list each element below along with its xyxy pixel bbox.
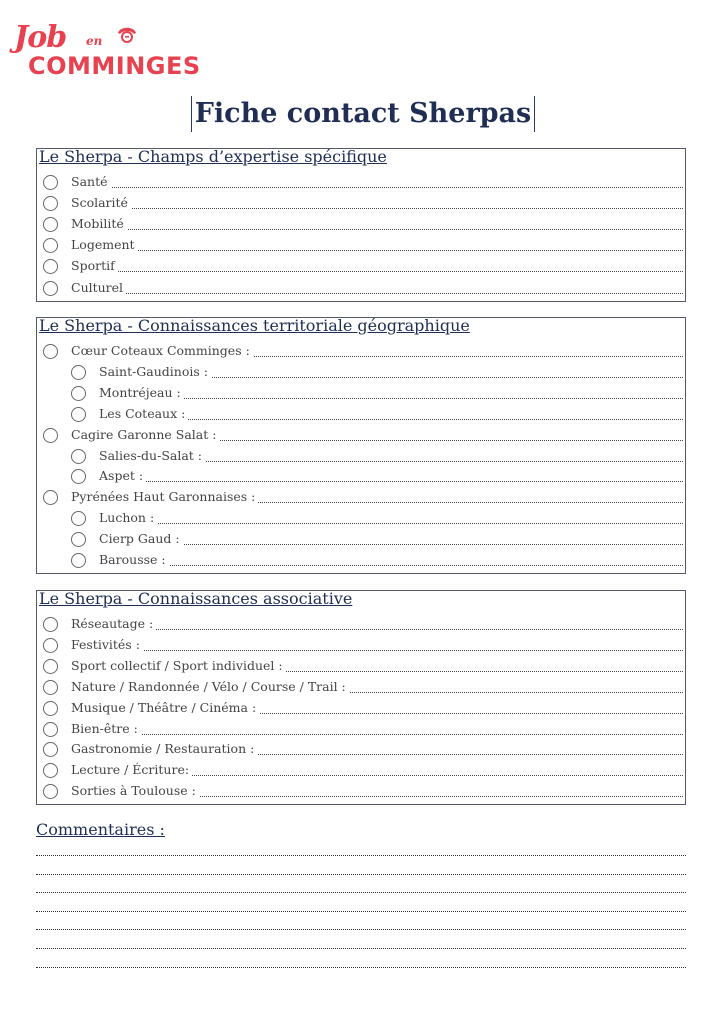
checklist-label: Santé xyxy=(71,174,111,189)
checklist-row xyxy=(37,404,685,425)
answer-dotted-line[interactable] xyxy=(101,522,683,524)
checklist-label: Scolarité xyxy=(71,195,131,210)
comment-line[interactable] xyxy=(36,910,686,912)
page-title: Fiche contact Sherpas xyxy=(194,98,532,129)
checklist-label: Sorties à Toulouse : xyxy=(71,783,199,798)
checklist-row xyxy=(37,656,685,677)
radio-button[interactable] xyxy=(71,365,86,380)
logo-script-text: Job xyxy=(14,20,67,55)
answer-dotted-line[interactable] xyxy=(101,397,683,399)
radio-button[interactable] xyxy=(43,175,58,190)
checklist-label: Logement xyxy=(71,237,138,252)
logo-main-text: COMMINGES xyxy=(28,52,201,80)
section-expertise xyxy=(36,148,686,302)
checklist-label: Luchon : xyxy=(99,510,157,525)
radio-button[interactable] xyxy=(43,742,58,757)
section-heading: Le Sherpa - Champs d’expertise spécifique xyxy=(39,147,387,166)
checklist-row xyxy=(37,446,685,467)
radio-button[interactable] xyxy=(43,659,58,674)
comments-heading: Commentaires : xyxy=(36,820,165,839)
checklist-label: Bien-être : xyxy=(71,721,141,736)
checklist-row xyxy=(37,781,685,802)
checklist-row xyxy=(37,341,685,362)
checklist-row xyxy=(37,719,685,740)
page-title-frame xyxy=(191,96,535,132)
checklist-row xyxy=(37,698,685,719)
checklist-row xyxy=(37,383,685,404)
checklist-row xyxy=(37,278,685,299)
answer-dotted-line[interactable] xyxy=(101,480,683,482)
checklist-row xyxy=(37,550,685,571)
checklist-label: Saint-Gaudinois : xyxy=(99,364,211,379)
section-heading: Le Sherpa - Connaissances territoriale géographique xyxy=(39,316,470,335)
comment-line[interactable] xyxy=(36,873,686,875)
checklist-row xyxy=(37,172,685,193)
checklist-row xyxy=(37,635,685,656)
checklist-label: Mobilité xyxy=(71,216,127,231)
checklist-label: Montréjeau : xyxy=(99,385,184,400)
radio-button[interactable] xyxy=(71,449,86,464)
radio-button[interactable] xyxy=(43,238,58,253)
checklist-row xyxy=(37,193,685,214)
checklist-row xyxy=(37,739,685,760)
brand-logo xyxy=(12,20,201,82)
radio-button[interactable] xyxy=(43,784,58,799)
radio-button[interactable] xyxy=(71,469,86,484)
answer-dotted-line[interactable] xyxy=(73,228,683,230)
checklist-row xyxy=(37,529,685,550)
comment-line[interactable] xyxy=(36,854,686,856)
radio-button[interactable] xyxy=(43,217,58,232)
radio-button[interactable] xyxy=(43,763,58,778)
checklist-label: Sport collectif / Sport individuel : xyxy=(71,658,286,673)
answer-dotted-line[interactable] xyxy=(73,207,683,209)
radio-button[interactable] xyxy=(71,553,86,568)
radio-button[interactable] xyxy=(43,701,58,716)
checklist-label: Cœur Coteaux Comminges : xyxy=(71,343,253,358)
checklist-label: Festivités : xyxy=(71,637,143,652)
radio-button[interactable] xyxy=(43,281,58,296)
answer-dotted-line[interactable] xyxy=(73,292,683,294)
checklist-row xyxy=(37,425,685,446)
section-heading: Le Sherpa - Connaissances associative xyxy=(39,589,353,608)
answer-dotted-line[interactable] xyxy=(101,564,683,566)
section-territory xyxy=(36,317,686,574)
checklist-label: Aspet : xyxy=(99,468,146,483)
radio-button[interactable] xyxy=(43,259,58,274)
checklist-row xyxy=(37,760,685,781)
checklist-label: Gastronomie / Restauration : xyxy=(71,741,257,756)
answer-dotted-line[interactable] xyxy=(73,249,683,251)
answer-dotted-line[interactable] xyxy=(73,733,683,735)
checklist-row xyxy=(37,614,685,635)
checklist-label: Culturel xyxy=(71,280,126,295)
checklist-row xyxy=(37,256,685,277)
logo-small-text: en xyxy=(86,34,103,48)
comment-line[interactable] xyxy=(36,891,686,893)
checklist-row xyxy=(37,487,685,508)
answer-dotted-line[interactable] xyxy=(73,270,683,272)
checklist-label: Nature / Randonnée / Vélo / Course / Trail : xyxy=(71,679,349,694)
radio-button[interactable] xyxy=(43,617,58,632)
logo-mark-icon xyxy=(116,24,138,44)
radio-button[interactable] xyxy=(71,407,86,422)
checklist-label: Salies-du-Salat : xyxy=(99,448,205,463)
checklist-row xyxy=(37,214,685,235)
checklist-label: Cierp Gaud : xyxy=(99,531,183,546)
radio-button[interactable] xyxy=(43,196,58,211)
checklist-label: Barousse : xyxy=(99,552,169,567)
checklist-row xyxy=(37,466,685,487)
radio-button[interactable] xyxy=(71,511,86,526)
radio-button[interactable] xyxy=(71,532,86,547)
radio-button[interactable] xyxy=(43,490,58,505)
answer-dotted-line[interactable] xyxy=(73,649,683,651)
checklist-label: Sportif xyxy=(71,258,118,273)
comment-line[interactable] xyxy=(36,947,686,949)
checklist-label: Les Coteaux : xyxy=(99,406,188,421)
checklist-label: Réseautage : xyxy=(71,616,156,631)
radio-button[interactable] xyxy=(43,680,58,695)
radio-button[interactable] xyxy=(71,386,86,401)
answer-dotted-line[interactable] xyxy=(73,628,683,630)
checklist-row xyxy=(37,362,685,383)
checklist-row xyxy=(37,235,685,256)
checklist-row xyxy=(37,508,685,529)
radio-button[interactable] xyxy=(43,722,58,737)
comment-line[interactable] xyxy=(36,928,686,930)
checklist-label: Cagire Garonne Salat : xyxy=(71,427,219,442)
radio-button[interactable] xyxy=(43,428,58,443)
answer-dotted-line[interactable] xyxy=(73,186,683,188)
section-associative xyxy=(36,590,686,805)
radio-button[interactable] xyxy=(43,344,58,359)
checklist-label: Musique / Théâtre / Cinéma : xyxy=(71,700,259,715)
checklist-label: Pyrénées Haut Garonnaises : xyxy=(71,489,258,504)
answer-dotted-line[interactable] xyxy=(101,543,683,545)
checklist-row xyxy=(37,677,685,698)
radio-button[interactable] xyxy=(43,638,58,653)
comment-line[interactable] xyxy=(36,966,686,968)
checklist-label: Lecture / Écriture: xyxy=(71,762,192,777)
